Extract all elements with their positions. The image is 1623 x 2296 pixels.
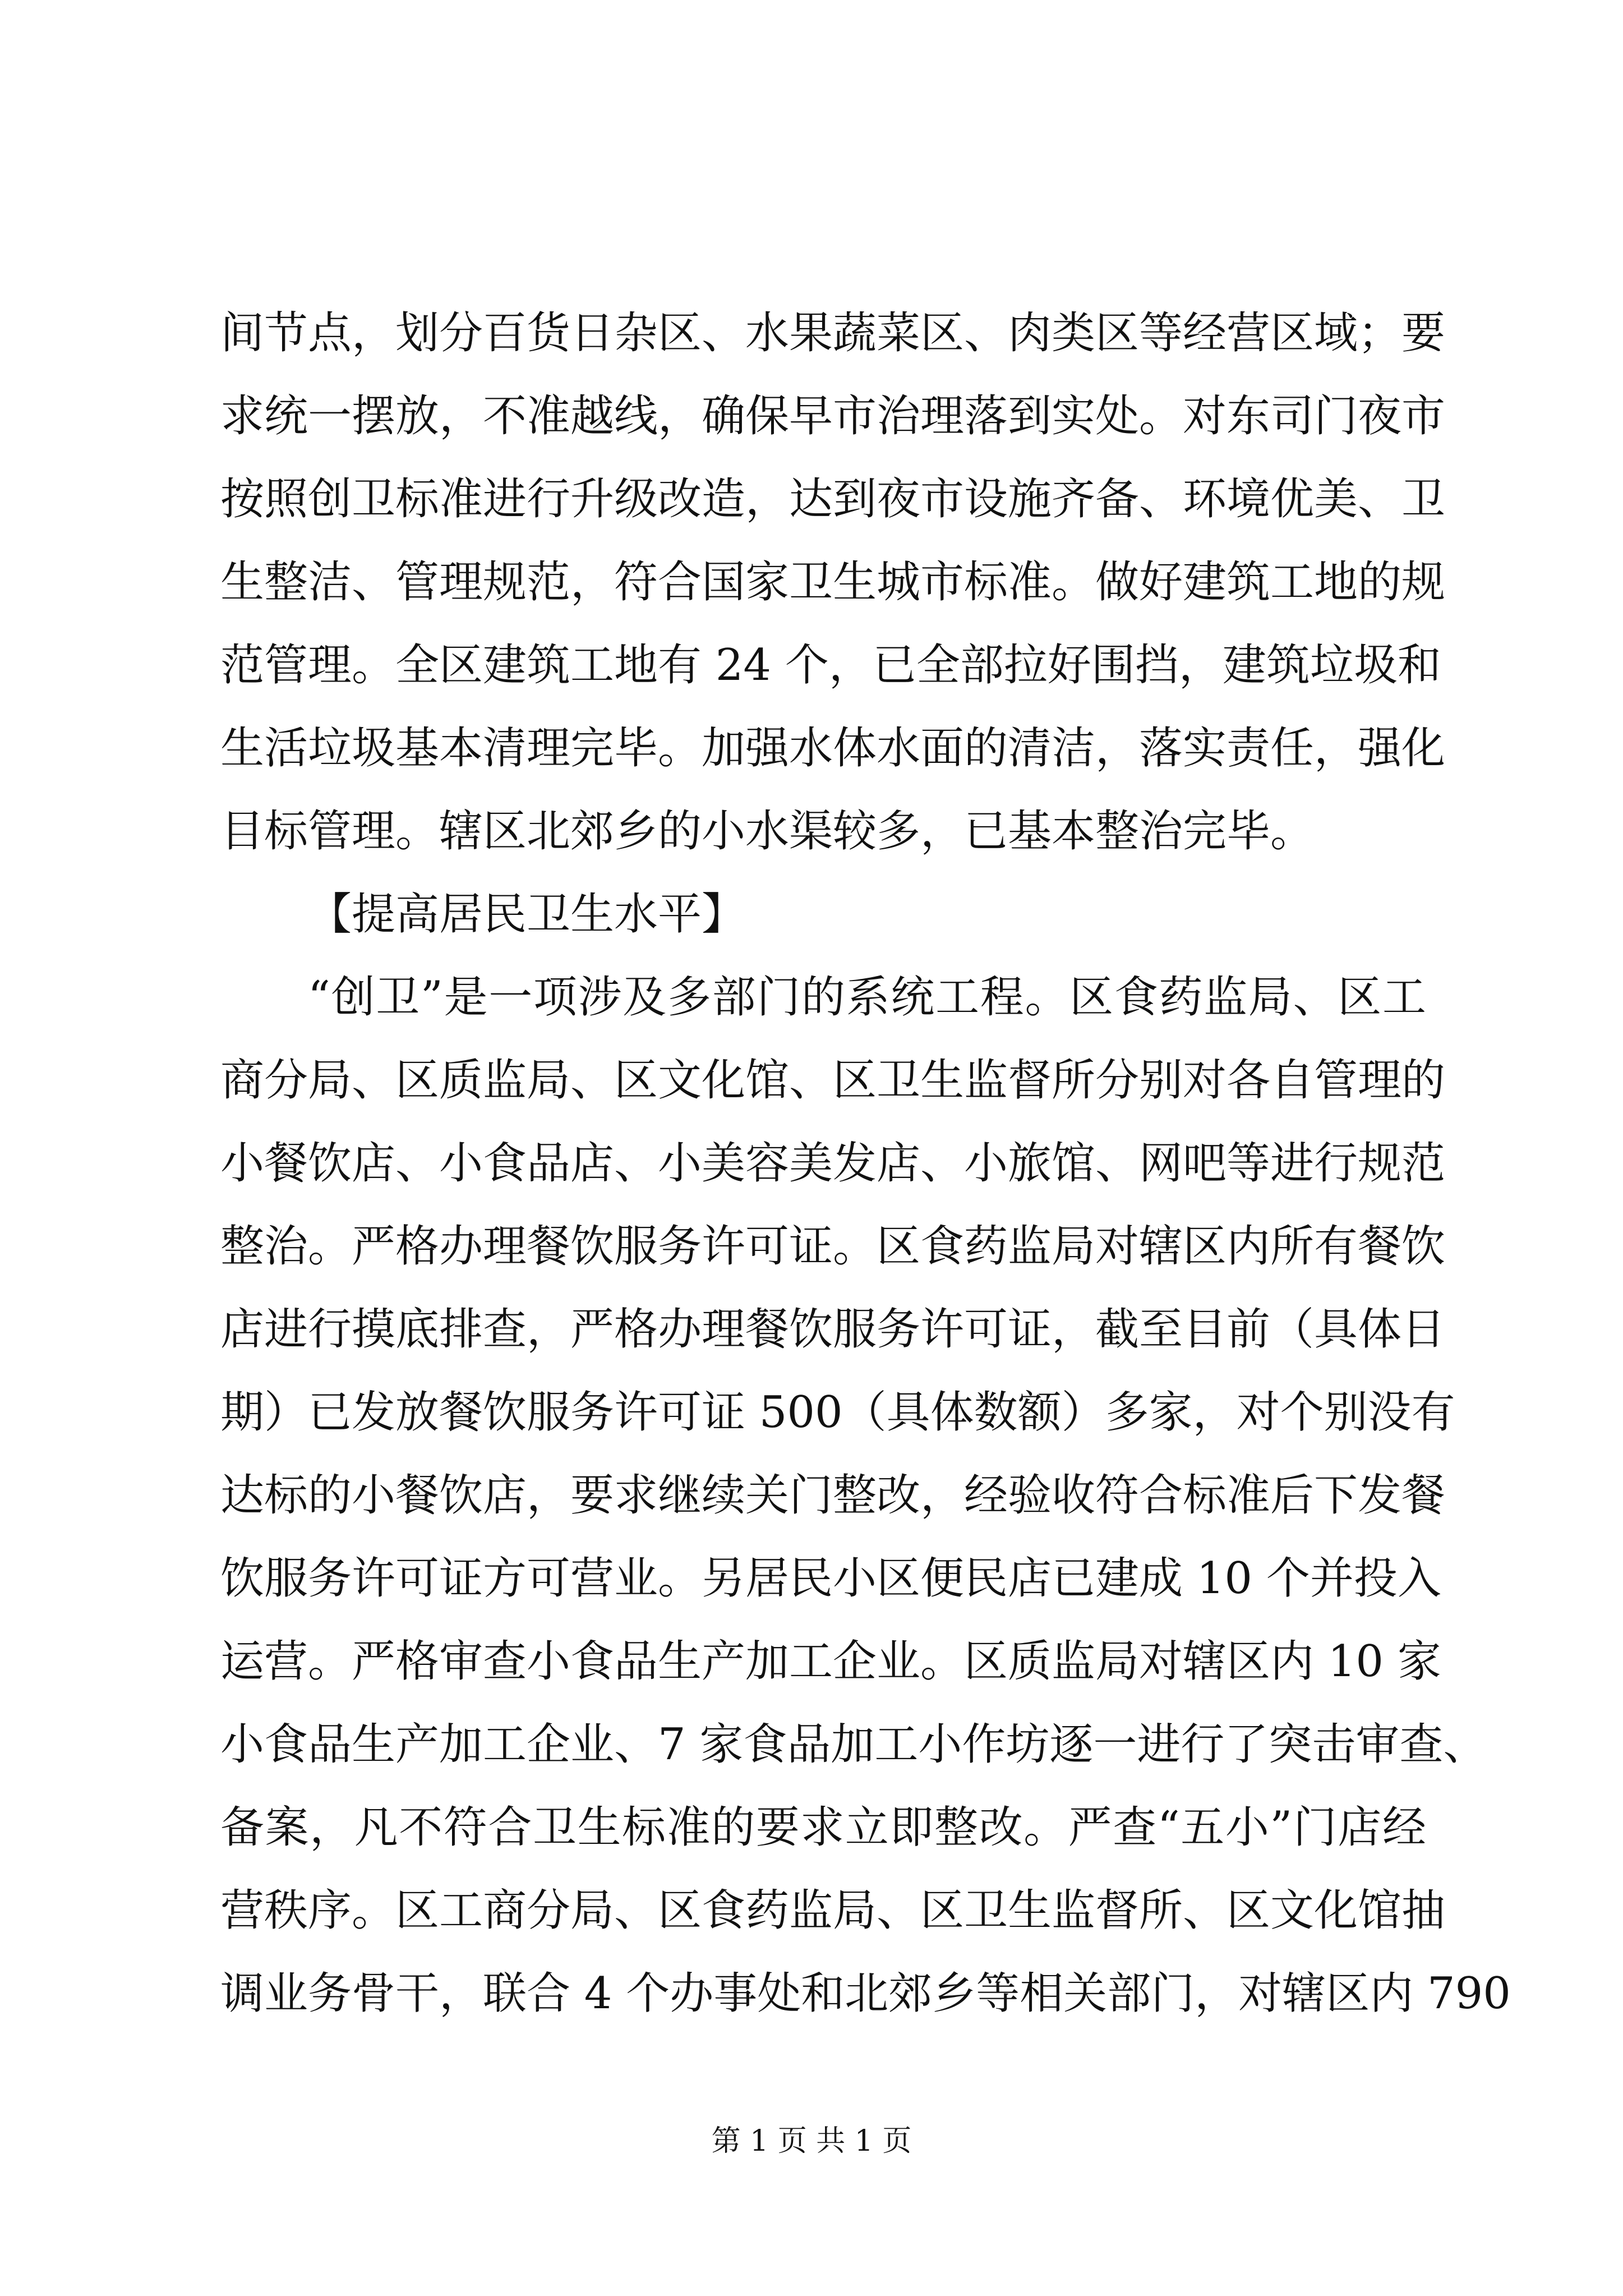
text-line: 按照创卫标准进行升级改造，达到夜市设施齐备、环境优美、卫	[220, 474, 1446, 524]
paragraph-lines	[220, 292, 1511, 2035]
text-line: 生整洁、管理规范，符合国家卫生城市标准。做好建筑工地的规	[220, 557, 1446, 608]
text-line: 整治。严格办理餐饮服务许可证。区食药监局对辖区内所有餐饮	[220, 1221, 1446, 1272]
text-line: 小食品生产加工企业、7 家食品加工小作坊逐一进行了突击审查、	[220, 1719, 1487, 1770]
text-line: 商分局、区质监局、区文化馆、区卫生监督所分别对各自管理的	[220, 1055, 1446, 1106]
text-line: 运营。严格审查小食品生产加工企业。区质监局对辖区内 10 家	[220, 1636, 1441, 1687]
page-number: 第 1 页 共 1 页	[711, 2124, 912, 2158]
text-line: 求统一摆放，不准越线，确保早市治理落到实处。对东司门夜市	[220, 391, 1446, 441]
text-line: 备案，凡不符合卫生标准的要求立即整改。严查“五小”门店经	[220, 1802, 1426, 1853]
document-body	[220, 292, 1511, 2035]
text-line: “创卫”是一项涉及多部门的系统工程。区食药监局、区工	[308, 972, 1426, 1023]
text-line: 间节点，划分百货日杂区、水果蔬菜区、肉类区等经营区域；要	[220, 308, 1446, 358]
text-line: 目标管理。辖区北郊乡的小水渠较多，已基本整治完毕。	[220, 806, 1315, 857]
section-heading: 【提高居民卫生水平】	[308, 889, 746, 940]
text-line: 期）已发放餐饮服务许可证 500（具体数额）多家，对个别没有	[220, 1387, 1455, 1438]
text-line: 饮服务许可证方可营业。另居民小区便民店已建成 10 个并投入	[220, 1553, 1441, 1604]
text-line: 营秩序。区工商分局、区食药监局、区卫生监督所、区文化馆抽	[220, 1885, 1446, 1936]
text-line: 达标的小餐饮店，要求继续关门整改，经验收符合标准后下发餐	[220, 1470, 1446, 1521]
text-line: 店进行摸底排查，严格办理餐饮服务许可证，截至目前（具体日	[220, 1304, 1446, 1355]
text-line: 调业务骨干，联合 4 个办事处和北郊乡等相关部门，对辖区内 790	[220, 1968, 1511, 2019]
page-footer	[0, 2122, 1623, 2161]
text-line: 范管理。全区建筑工地有 24 个，已全部拉好围挡，建筑垃圾和	[220, 640, 1441, 691]
text-line: 小餐饮店、小食品店、小美容美发店、小旅馆、网吧等进行规范	[220, 1138, 1446, 1189]
text-line: 生活垃圾基本清理完毕。加强水体水面的清洁，落实责任，强化	[220, 723, 1446, 774]
